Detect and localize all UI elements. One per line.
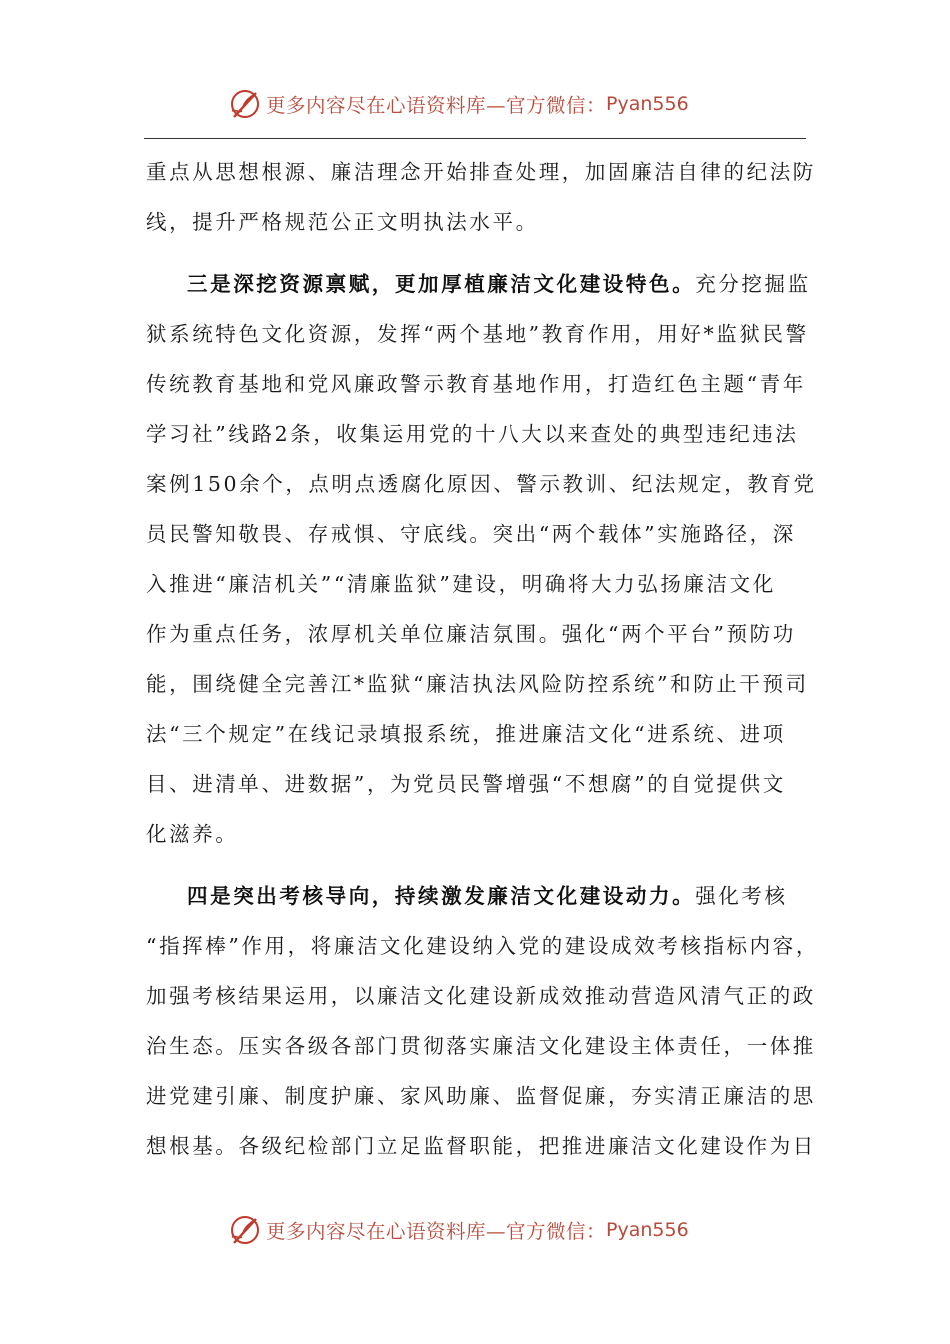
text-line: 作为重点任务，浓厚机关单位廉洁氛围。强化“两个平台”预防功 [146, 622, 796, 646]
banner-wechat-id: Pyan556 [606, 1219, 689, 1241]
paragraph-heading: 三是深挖资源禀赋，更加厚植廉洁文化建设特色。 [187, 272, 696, 296]
header-divider [144, 138, 806, 139]
paragraph-first-line [146, 871, 806, 921]
quill-logo-icon [228, 1213, 262, 1247]
text-line: 重点从思想根源、廉洁理念开始排查处理，加固廉洁自律的纪法防 [146, 160, 816, 184]
banner-text: 更多内容尽在心语资料库—官方微信： [266, 94, 607, 117]
text-line: 目、进清单、进数据”，为党员民警增强“不想腐”的自觉提供文 [146, 772, 786, 796]
paragraph-heading: 四是突出考核导向，持续激发廉洁文化建设动力。 [187, 884, 696, 908]
text-line: 化滋养。 [146, 822, 239, 846]
text-line: 狱系统特色文化资源，发挥“两个基地”教育作用，用好*监狱民警 [146, 322, 809, 346]
document-body [146, 147, 819, 1171]
text-line: 进党建引廉、制度护廉、家风助廉、监督促廉，夯实清正廉洁的思 [146, 1084, 816, 1108]
footer-banner [0, 1210, 950, 1250]
text-line: 入推进“廉洁机关”“清廉监狱”建设，明确将大力弘扬廉洁文化 [146, 572, 776, 596]
paragraph-lead: 强化考核 [695, 884, 788, 908]
text-line: 传统教育基地和党风廉政警示教育基地作用，打造红色主题“青年 [146, 372, 806, 396]
text-line: 线，提升严格规范公正文明执法水平。 [146, 210, 539, 234]
text-line: 能，围绕健全完善江*监狱“廉洁执法风险防控系统”和防止干预司 [146, 672, 809, 696]
header-banner [0, 84, 950, 124]
text-line: 加强考核结果运用，以廉洁文化建设新成效推动营造风清气正的政 [146, 984, 816, 1008]
banner-text: 更多内容尽在心语资料库—官方微信： [266, 1220, 607, 1243]
text-line: 员民警知敬畏、存戒惧、守底线。突出“两个载体”实施路径，深 [146, 522, 796, 546]
text-line: 想根基。各级纪检部门立足监督职能，把推进廉洁文化建设作为日 [146, 1134, 816, 1158]
paragraph-first-line [146, 259, 811, 309]
text-line: 案例150余个，点明点透腐化原因、警示教训、纪法规定，教育党 [146, 472, 817, 496]
text-line: “指挥棒”作用，将廉洁文化建设纳入党的建设成效考核指标内容， [146, 934, 819, 958]
paragraph-lead: 充分挖掘监 [695, 272, 811, 296]
text-line: 法“三个规定”在线记录填报系统，推进廉洁文化“进系统、进项 [146, 722, 786, 746]
text-line: 治生态。压实各级各部门贯彻落实廉洁文化建设主体责任，一体推 [146, 1034, 816, 1058]
banner-wechat-id: Pyan556 [606, 93, 689, 115]
text-line: 学习社”线路2条，收集运用党的十八大以来查处的典型违纪违法 [146, 422, 799, 446]
quill-logo-icon [228, 87, 262, 121]
